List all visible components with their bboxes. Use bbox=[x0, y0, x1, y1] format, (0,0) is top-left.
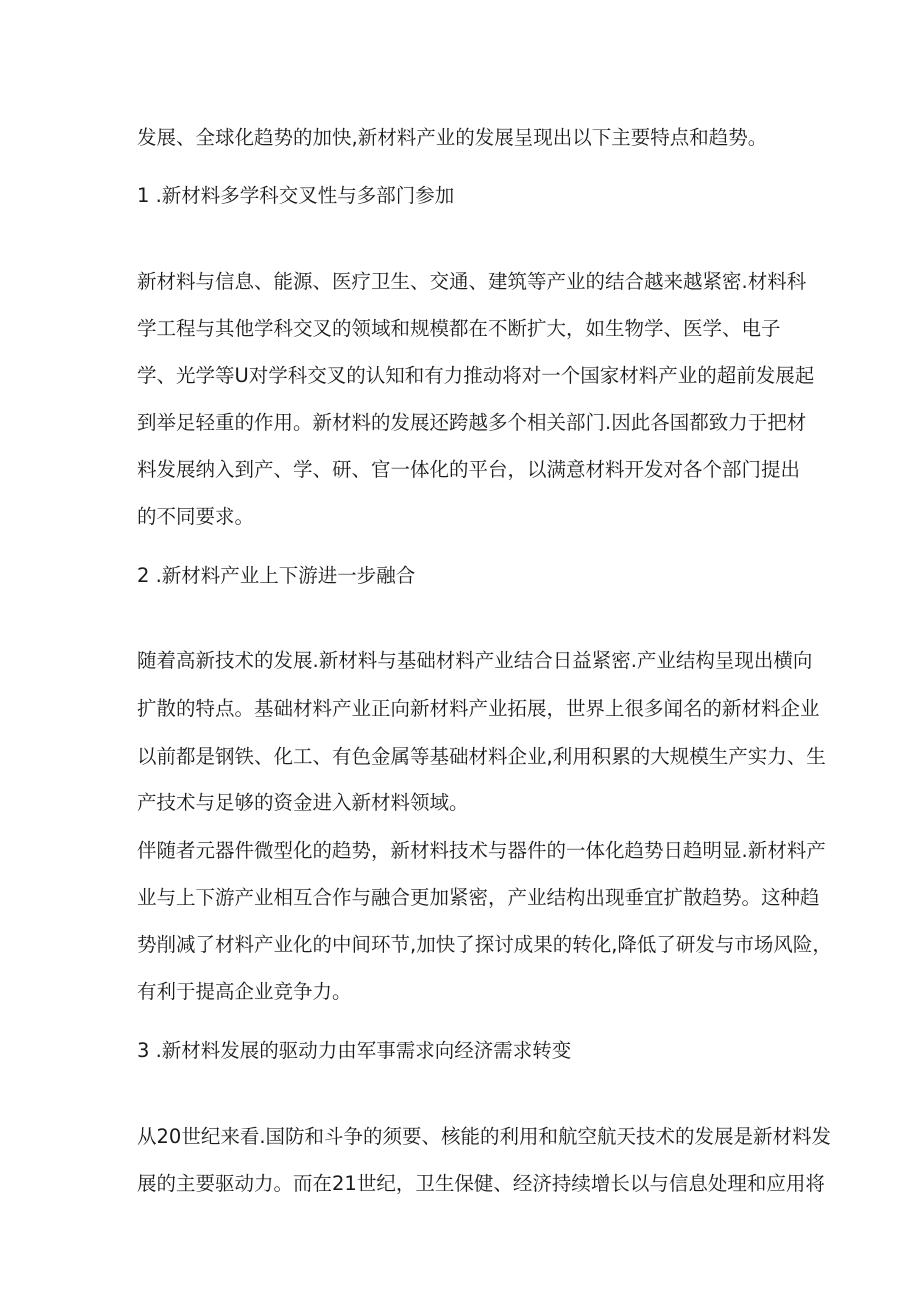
paragraph-line: 业与上下游产业相互合作与融合更加紧密，产业结构出现垂宜扩散趋势。这种趋 bbox=[137, 886, 820, 909]
paragraph-line: 展的主要驱动力。而在21世纪，卫生保健、经济持续增长以与信息处理和应用将 bbox=[137, 1172, 825, 1195]
section-heading-1: 1 .新材料多学科交叉性与多部门参加 bbox=[137, 184, 455, 207]
paragraph-line: 料发展纳入到产、学、研、官一体化的平台，以满意材料开发对各个部门提出 bbox=[137, 458, 801, 481]
paragraph-line: 到举足轻重的作用。新材料的发展还跨越多个相关部门.因此各国都致力于把材 bbox=[137, 411, 807, 434]
paragraph-line: 有利于提高企业竞争力。 bbox=[137, 980, 352, 1003]
paragraph-line: 从20世纪来看.国防和斗争的须要、核能的利用和航空航天技术的发展是新材料发 bbox=[137, 1125, 832, 1148]
paragraph-line: 产技术与足够的资金进入新材料领域。 bbox=[137, 791, 469, 814]
paragraph-line: 新材料与信息、能源、医疗卫生、交通、建筑等产业的结合越来越紧密.材料科 bbox=[137, 270, 807, 293]
paragraph-line: 学工程与其他学科交叉的领域和规模都在不断扩大，如生物学、医学、电子 bbox=[137, 317, 781, 340]
paragraph-line: 伴随者元器件微型化的趋势，新材料技术与器件的一体化趋势日趋明显.新材料产 bbox=[137, 839, 826, 862]
paragraph-line: 随着高新技术的发展.新材料与基础材料产业结合日益紧密.产业结构呈现出横向 bbox=[137, 649, 813, 672]
paragraph-line: 势削减了材料产业化的中间环节,加快了探讨成果的转化,降低了研发与市场风险， bbox=[137, 933, 832, 956]
paragraph-line: 扩散的特点。基础材料产业正向新材料产业拓展，世界上很多闻名的新材料企业 bbox=[137, 697, 820, 720]
paragraph-line: 的不同要求。 bbox=[137, 505, 255, 528]
paragraph-line: 以前都是钢铁、化工、有色金属等基础材料企业,利用积累的大规模生产实力、生 bbox=[137, 745, 826, 768]
paragraph-line: 学、光学等U对学科交叉的认知和有力推动将对一个国家材料产业的超前发展起 bbox=[137, 364, 815, 387]
intro-line: 发展、全球化趋势的加快,新材料产业的发展呈现出以下主要特点和趋势。 bbox=[137, 126, 768, 149]
section-heading-2: 2 .新材料产业上下游进一步融合 bbox=[137, 564, 416, 587]
section-heading-3: 3 .新材料发展的驱动力由军事需求向经济需求转变 bbox=[137, 1039, 572, 1062]
